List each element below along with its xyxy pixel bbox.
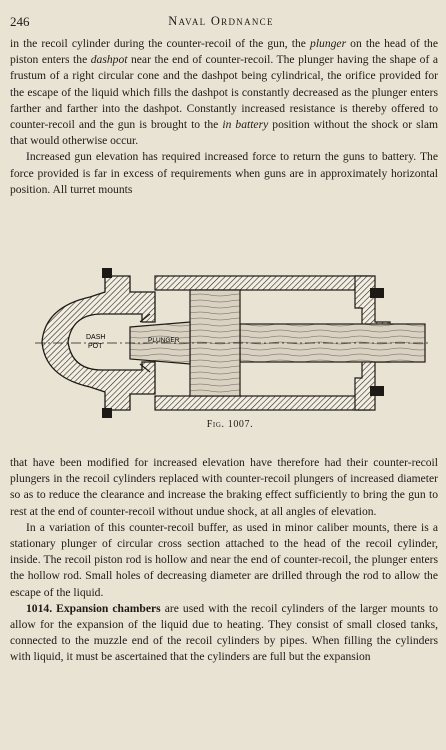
cylinder-wall-top [155, 276, 370, 290]
cylinder-wall-bottom [155, 396, 370, 410]
paragraph-increased-elevation: Increased gun elevation has required increased force to return the guns to battery. The force provided is far in excess of requirements when guns are in approximately horizontal position. All turret mounts [10, 150, 438, 196]
dashpot-diagram [30, 262, 430, 437]
text-block-bottom [10, 455, 438, 666]
figure-1007 [30, 262, 430, 437]
page-header [10, 14, 432, 34]
section-number: 1014. [26, 601, 53, 615]
running-title: Naval Ordnance [168, 14, 274, 28]
text-block-top [10, 36, 438, 198]
page-number: 246 [10, 14, 30, 29]
label-plunger: PLUNGER [148, 337, 180, 344]
paragraph-expansion-chambers: 1014. Expansion chambers are used with the recoil cylinders of the larger mounts to allow for the expansion of the liquid due to heating. They consist of small closed tanks, connected to the muzzle end of the recoil cylinders by pipes. When filling the cylinders with liquid, it must be ascertained that the cylinders are full but the expansion [10, 601, 438, 664]
bolt-icon [102, 268, 112, 278]
paragraph-variation: In a variation of this counter-recoil buffer, as used in minor caliber mounts, there is a stationary plunger of circular cross section attached to the head of the recoil cylinder, inside. The recoil piston rod is hollow and near the end of counter-recoil, the plunger enters the hollow rod. Small holes of decreasing diameter are drilled through the rod to allow the escape of the liquid. [10, 520, 438, 599]
paragraph-dashpot: in the recoil cylinder during the counter-recoil of the gun, the plunger on the head of the piston enters the dashpot near the end of counter-recoil. The plunger having the shape of a frustum of a right circular cone and the dashpot being cylindrical, the orifice provided for the escape of the liquid which fills the dashpot is constantly decreased as the plunger enters farther and farther into the dashpot. Constantly increased resistance is thereby offered to counter-recoil and the gun is brought to the in battery position without the shock or slam that would otherwise occur. [10, 37, 439, 148]
figure-caption: Fig. 1007. [206, 419, 254, 430]
section-heading: Expansion chambers [56, 601, 161, 615]
label-pot: POT [88, 343, 103, 350]
label-dash: DASH [86, 334, 106, 341]
bolt-icon [102, 408, 112, 418]
bolt-icon [370, 386, 384, 396]
paragraph-modified-mounts: that have been modified for increased elevation have therefore had their counter-recoil plungers in the recoil cylinders replaced with counter-recoil plungers of increased diameter so as to reduce the clearance and increase the braking effect sufficiently to bring the gun to rest at the end of counter-recoil without undue shock, at all angles of elevation. [10, 456, 438, 518]
bolt-icon [370, 288, 384, 298]
